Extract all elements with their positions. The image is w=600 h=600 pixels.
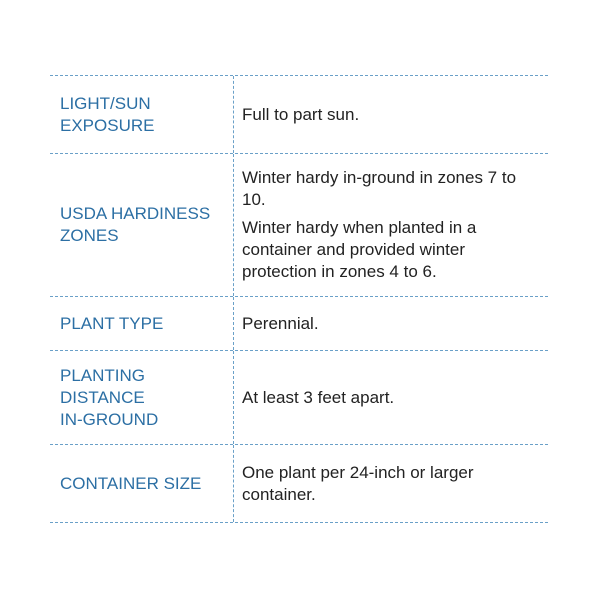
row-label [50, 351, 234, 444]
row-label-text: PLANTING DISTANCE IN-GROUND [60, 365, 159, 429]
row-label-text: CONTAINER SIZE [60, 473, 202, 493]
table-row-usda-hardiness-zones [50, 154, 548, 297]
table-row-light-sun-exposure [50, 76, 548, 154]
row-label-text: LIGHT/SUN EXPOSURE [60, 93, 155, 135]
row-label-text: PLANT TYPE [60, 313, 164, 333]
row-value-text: Full to part sun. [242, 104, 360, 124]
row-label [50, 76, 234, 153]
row-value-text: At least 3 feet apart. [242, 387, 395, 407]
row-value-text: One plant per 24-inch or larger container. [242, 462, 474, 504]
row-label [50, 297, 234, 350]
plant-care-table [50, 75, 548, 523]
row-label [50, 154, 234, 296]
row-value [234, 445, 548, 522]
table-row-planting-distance [50, 351, 548, 445]
row-label-text: USDA HARDINESS ZONES [60, 204, 211, 245]
row-value-text: Winter hardy when planted in a container and provided winter protection in zones 4 to 6. [242, 218, 477, 281]
row-value [234, 76, 548, 153]
row-value [234, 297, 548, 350]
table-row-plant-type [50, 297, 548, 351]
row-value [234, 154, 548, 296]
table-row-container-size [50, 445, 548, 523]
row-value-text: Winter hardy in-ground in zones 7 to 10. [242, 168, 517, 209]
row-value [234, 351, 548, 444]
row-value-text: Perennial. [242, 313, 319, 333]
row-label [50, 445, 234, 522]
